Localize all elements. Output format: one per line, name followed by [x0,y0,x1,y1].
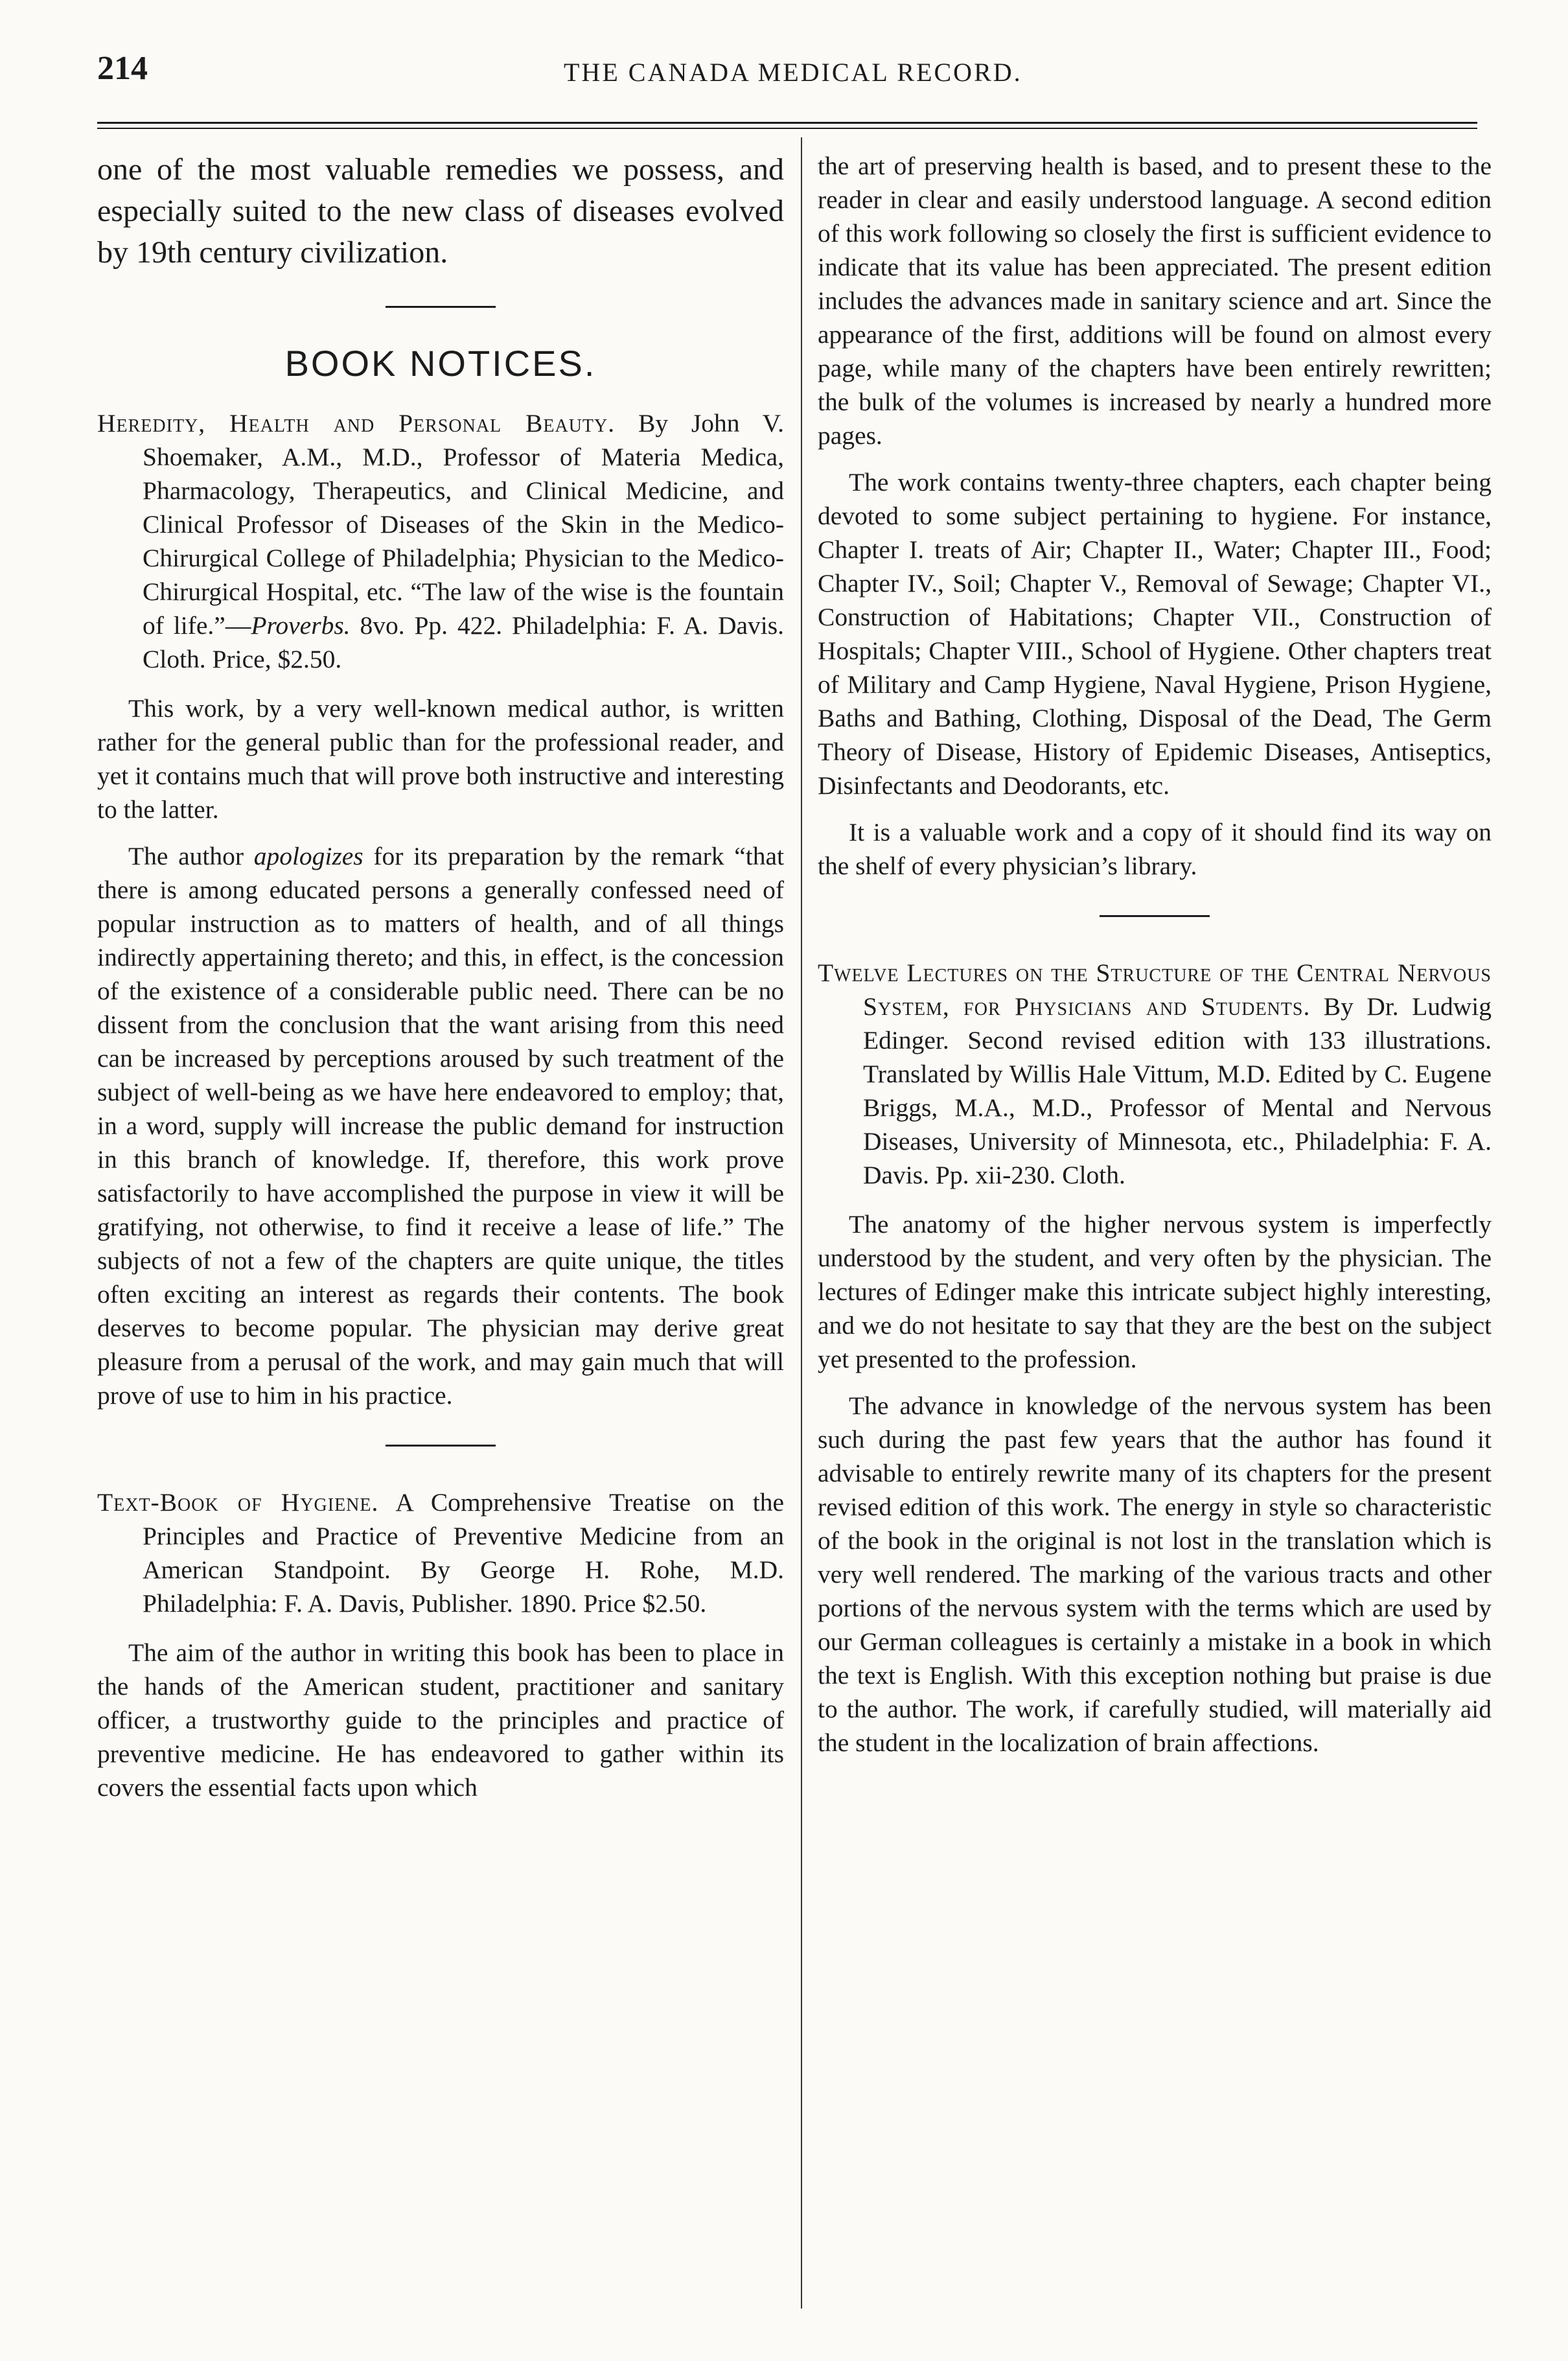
review-paragraph: It is a valuable work and a copy of it should find its way on the shelf of every physician’s library. [818,818,1492,880]
emphasis-text: apologizes [253,842,363,870]
page-header [97,41,1477,93]
text-run: for its preparation by the remark “that there is among educated persons a generally confessed need of popular instruction as to matters of health, and of all things indirectly appertaining thereto; and this, in effect, is the concession of the existence of a considerable public need. There can be no dissent from the conclusion that the want arising from this need can be increased by perceptions aroused by such treatment of the subject of well-being as we have here endeavored to employ; that, in a word, supply will increase the public demand for instruction in this branch of knowledge. If, therefore, this work prove satisfactorily to have accomplished the purpose in view it will be gratifying, not otherwise, to find it receive a lease of life.” The subjects of not a few of the chapters are quite unique, the titles often exciting an interest as regards their contents. The book deserves to become popular. The physician may derive great pleasure from a perusal of the work, and may gain much that will prove of use to him in his practice. [97,842,785,1410]
right-column [818,149,1492,1773]
section-heading: BOOK NOTICES. [284,343,597,384]
separator-rule [386,306,496,308]
book-notice-heredity [97,406,784,676]
left-column [97,149,784,1817]
notice-title: Text-Book of Hygiene. [97,1488,379,1517]
header-rule [97,122,1477,129]
notice-details: By John V. Shoemaker, A.M., M.D., Professor of Materia Medica, Pharmacology, Therapeutics, and Clinical Medicine, and Clinical Professor of Diseases of the Skin in the Medico-Chirurgical College of Philadelphia; Physician to the Medico-Chirurgical Hospital, etc. “The law of the wise is the fountain of life.”— [143,409,784,640]
review-paragraph: the art of preserving health is based, and to present these to the reader in clear and easily understood language. A second edition of this work following so closely the first is sufficient evidence to indicate that its value has been appreciated. The present edition includes the advances made in sanitary science and art. Since the appearance of the first, additions will be found on almost every page, while many of the chapters have been entirely rewritten; the bulk of the volumes is increased by nearly a hundred more pages. [818,152,1492,450]
notice-title: Heredity, Health and Personal Beauty. [97,409,616,437]
book-notice-hygiene [97,1485,784,1620]
text-run: The author [128,842,244,870]
review-paragraph: The advance in knowledge of the nervous system has been such during the past few years that the author has found it advisable to entirely rewrite many of its chapters for the present revised edition of this work. The energy in style so characteristic of the book in the original is not lost in the translation which is very well rendered. The marking of the various tracts and other portions of the nervous system with the terms which are used by our German colleagues is certainly a mistake in a book in which the text is English. With this exception nothing but praise is due to the author. The work, if carefully studied, will materially aid the student in the localization of brain affections. [818,1391,1492,1757]
book-notice-nervous-system [818,956,1492,1192]
running-head: THE CANADA MEDICAL RECORD. [564,58,1022,87]
notice-details: A Comprehensive Treatise on the Principles and Practice of Preventive Medicine from an American Standpoint. By George H. Rohe, M.D. Philadelphia: F. A. Davis, Publisher. 1890. Price $2.50. [143,1488,784,1618]
notice-publication: 8vo. Pp. 422. Philadelphia: F. A. Davis. Cloth. Price, $2.50. [143,611,784,673]
review-paragraph: This work, by a very well-known medical author, is written rather for the general public than for the professional reader, and yet it contains much that will prove both instructive and interesting to the latter. [97,694,784,824]
review-paragraph: The anatomy of the higher nervous system is imperfectly understood by the student, and very often by the physician. The lectures of Edinger make this intricate subject highly interesting, and we do not hesitate to say that they are the best on the subject yet presented to the profession. [818,1210,1492,1373]
notice-title: Twelve Lectures on the Structure of the Central Nervous System, for Physicians and Students. [818,959,1492,1021]
review-paragraph: The aim of the author in writing this book has been to place in the hands of the American student, practitioner and sanitary officer, a trustworthy guide to the principles and practice of preventive medicine. He has endeavored to gather within its covers the essential facts upon which [97,1638,784,1802]
lead-paragraph: one of the most valuable remedies we possess, and especially suited to the new class of diseases evolved by 19th century civilization. [97,152,784,270]
review-paragraph [97,839,784,1412]
notice-details: By Dr. Ludwig Edinger. Second revised edition with 133 illustrations. Translated by Willis Hale Vittum, M.D. Edited by C. Eugene Briggs, M.A., M.D., Professor of Mental and Nervous Diseases, University of Minnesota, etc., Philadelphia: F. A. Davis. Pp. xii-230. Cloth. [863,992,1492,1189]
notice-source: Proverbs. [251,611,351,640]
separator-rule [386,1445,496,1447]
separator-rule [1100,915,1210,917]
column-divider [801,137,802,2309]
review-paragraph: The work contains twenty-three chapters, each chapter being devoted to some subject pertaining to hygiene. For instance, Chapter I. treats of Air; Chapter II., Water; Chapter III., Food; Chapter IV., Soil; Chapter V., Removal of Sewage; Chapter VI., Construction of Habitations; Chapter VII., Construction of Hospitals; Chapter VIII., School of Hygiene. Other chapters treat of Military and Camp Hygiene, Naval Hygiene, Prison Hygiene, Baths and Bathing, Clothing, Disposal of the Dead, The Germ Theory of Disease, History of Epidemic Diseases, Antiseptics, Disinfectants and Deodorants, etc. [818,468,1492,800]
page-number: 214 [97,50,148,87]
